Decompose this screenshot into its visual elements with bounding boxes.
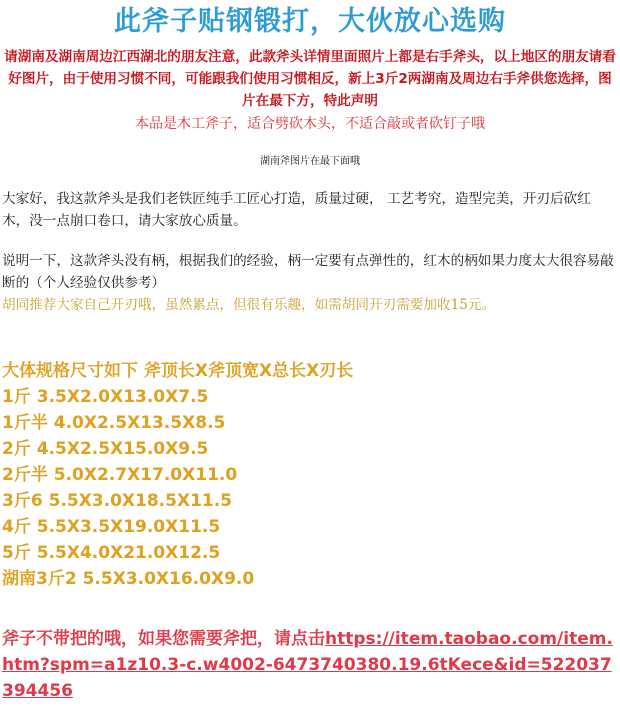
- spec-row: 2斤 4.5X2.5X15.0X9.5: [2, 439, 209, 459]
- handle-purchase-note: [2, 626, 618, 704]
- page-title: 此斧子贴钢锻打，大伙放心选购: [114, 6, 506, 37]
- intro-paragraph: 大家好，我这款斧头是我们老铁匠纯手工匠心打造，质量过硬， 工艺考究，造型完美，开刃后砍红木，没一点崩口卷口，请大家放心质量。: [2, 191, 591, 229]
- notice-subtext: 本品是木工斧子，适合劈砍木头，不适合敲或者砍钉子哦: [135, 116, 485, 132]
- handle-note-paragraph: 说明一下，这款斧头没有柄，根据我们的经验，柄一定要有点弹性的，红木的柄如果力度太大很容易敲断的（个人经验仅供参考）: [2, 253, 614, 291]
- spec-row: 3斤6 5.5X3.0X18.5X11.5: [2, 491, 233, 511]
- spec-row: 1斤 3.5X2.0X13.0X7.5: [2, 387, 209, 407]
- handle-purchase-link[interactable]: https://item.taobao.com/item.htm?spm=a1z10.3-c.w4002-6473740380.19.6tKece&id=522037394456: [2, 629, 613, 701]
- spec-row: 湖南3斤2 5.5X3.0X16.0X9.0: [2, 569, 255, 589]
- sharpening-note-paragraph: 胡同推荐大家自己开刃哦，虽然累点，但很有乐趣，如需胡同开刃需要加收15元。: [2, 297, 496, 313]
- spec-row: 1斤半 4.0X2.5X13.5X8.5: [2, 413, 226, 433]
- spec-row: 4斤 5.5X3.5X19.0X11.5: [2, 517, 221, 537]
- spec-row: 2斤半 5.0X2.7X17.0X11.0: [2, 465, 238, 485]
- spec-row: 5斤 5.5X4.0X21.0X12.5: [2, 543, 221, 563]
- spec-list: [2, 358, 618, 592]
- spec-heading: 大体规格尺寸如下 斧顶长X斧顶宽X总长X刃长: [2, 361, 354, 381]
- image-location-caption: 湖南斧图片在最下面哦: [260, 156, 360, 167]
- handle-purchase-text: 斧子不带把的哦，如果您需要斧把，请点击: [2, 629, 325, 649]
- notice-text: 请湖南及湖南周边江西湖北的朋友注意，此款斧头详情里面照片上都是右手斧头，以上地区的朋友请看好图片，由于使用习惯不同，可能跟我们使用习惯相反，新上3斤2两湖南及周边右手斧供您选择，图片在最下方，特此声明: [4, 49, 616, 109]
